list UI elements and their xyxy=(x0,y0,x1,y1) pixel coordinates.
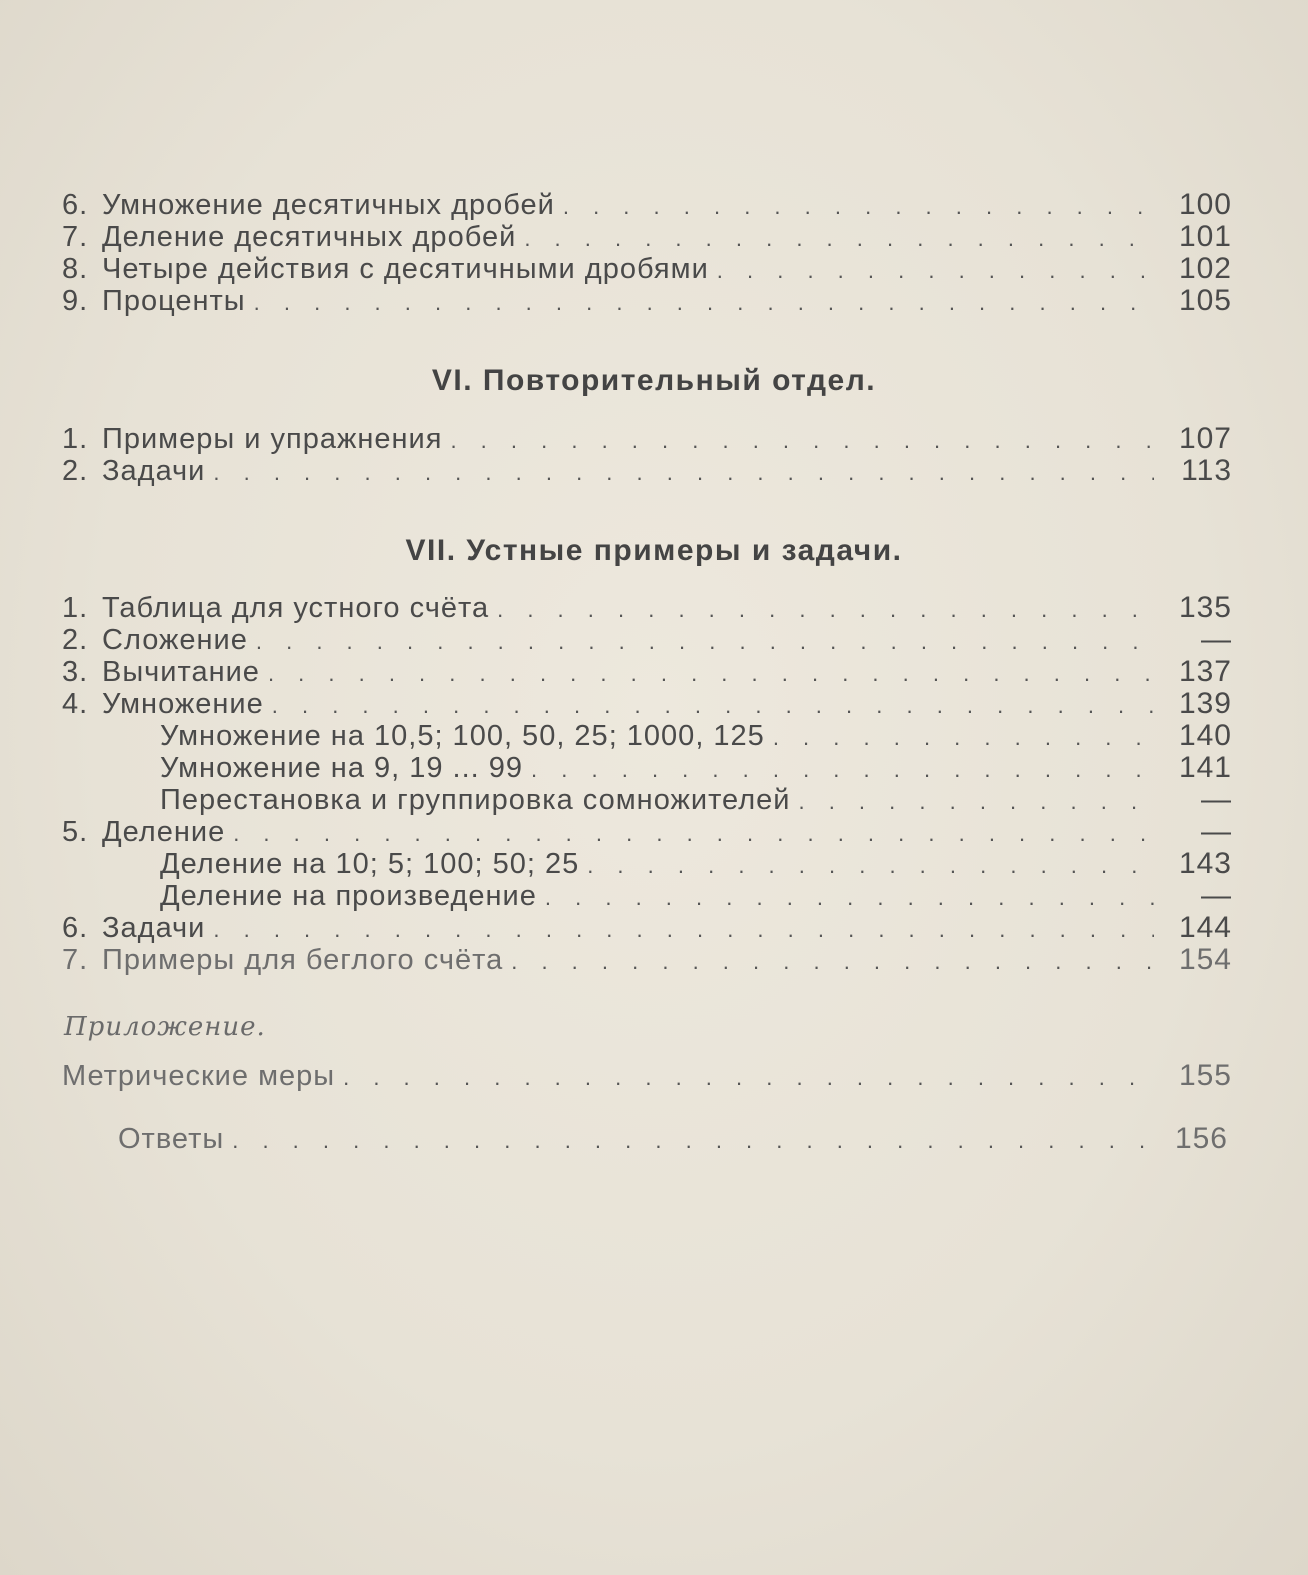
entry-page: 113 xyxy=(1181,454,1232,487)
toc-entry xyxy=(62,687,1232,719)
toc-subentry xyxy=(62,751,1232,783)
entry-page: — xyxy=(1201,815,1232,848)
toc-appendix xyxy=(62,1059,1232,1091)
toc-subentry xyxy=(62,783,1232,815)
entry-page: — xyxy=(1201,783,1232,816)
entry-title: Примеры и упражнения xyxy=(102,423,443,455)
entry-page: 144 xyxy=(1178,911,1232,944)
entry-title: Умножение на 10,5; 100, 50, 25; 1000, 125 xyxy=(160,720,765,752)
entry-title: Деление xyxy=(102,816,226,848)
entry-title: Задачи xyxy=(102,455,206,487)
dot-leader xyxy=(524,226,1154,252)
toc-entry xyxy=(62,454,1232,486)
entry-title: Проценты xyxy=(102,285,246,317)
appendix-title: Приложение. xyxy=(64,1012,266,1042)
dot-leader xyxy=(773,725,1154,751)
toc-part-continued xyxy=(62,188,1232,316)
entry-number: 4. xyxy=(62,688,89,720)
section-7-heading: VII. Устные примеры и задачи. xyxy=(405,534,903,567)
dot-leader xyxy=(213,917,1154,943)
entry-page: 102 xyxy=(1178,252,1232,285)
dot-leader xyxy=(268,661,1154,687)
dot-leader xyxy=(232,1128,1150,1154)
dot-leader xyxy=(213,460,1154,486)
dot-leader xyxy=(256,629,1154,655)
toc-entry-answers xyxy=(118,1122,1228,1154)
toc-subentry xyxy=(62,879,1232,911)
entry-page: 107 xyxy=(1178,422,1232,455)
entry-number: 1. xyxy=(62,592,89,624)
toc-subentry xyxy=(62,847,1232,879)
entry-number: 7. xyxy=(62,221,89,253)
dot-leader xyxy=(343,1065,1154,1091)
toc-entry xyxy=(62,911,1232,943)
entry-title: Четыре действия с десятичными дробями xyxy=(102,253,709,285)
entry-page: — xyxy=(1201,623,1232,656)
dot-leader xyxy=(497,597,1154,623)
dot-leader xyxy=(233,821,1154,847)
entry-page: 156 xyxy=(1174,1122,1228,1155)
entry-title: Перестановка и группировка сомножителей xyxy=(160,784,791,816)
entry-title: Ответы xyxy=(118,1123,225,1155)
entry-title: Деление десятичных дробей xyxy=(102,221,517,253)
entry-page: 141 xyxy=(1178,751,1232,784)
entry-page: 154 xyxy=(1178,943,1232,976)
entry-number: 7. xyxy=(62,944,89,976)
dot-leader xyxy=(254,290,1154,316)
entry-page: 135 xyxy=(1178,591,1232,624)
entry-page: 139 xyxy=(1178,687,1232,720)
dot-leader xyxy=(531,757,1154,783)
entry-number: 5. xyxy=(62,816,89,848)
entry-title: Метрические меры xyxy=(62,1060,336,1092)
dot-leader xyxy=(798,789,1154,815)
entry-number: 1. xyxy=(62,423,89,455)
entry-number: 9. xyxy=(62,285,89,317)
entry-page: 140 xyxy=(1178,719,1232,752)
entry-title: Задачи xyxy=(102,912,206,944)
section-6-heading: VI. Повторительный отдел. xyxy=(431,364,877,397)
dot-leader xyxy=(587,853,1154,879)
toc-entry xyxy=(62,252,1232,284)
toc-entry xyxy=(62,188,1232,220)
toc-entry xyxy=(62,655,1232,687)
entry-title: Умножение десятичных дробей xyxy=(102,189,555,221)
dot-leader xyxy=(563,194,1154,220)
toc-subentry xyxy=(62,719,1232,751)
entry-title: Умножение на 9, 19 ... 99 xyxy=(160,752,524,784)
entry-page: 143 xyxy=(1178,847,1232,880)
toc-entry-metric xyxy=(62,1059,1232,1091)
entry-title: Примеры для беглого счёта xyxy=(102,944,504,976)
dot-leader xyxy=(511,949,1154,975)
entry-page: 100 xyxy=(1178,188,1232,221)
entry-number: 2. xyxy=(62,624,89,656)
entry-page: 105 xyxy=(1178,284,1232,317)
toc-entry xyxy=(62,943,1232,975)
entry-number: 3. xyxy=(62,656,89,688)
dot-leader xyxy=(450,428,1154,454)
dot-leader xyxy=(272,693,1154,719)
entry-title: Таблица для устного счёта xyxy=(102,592,490,624)
toc-entry xyxy=(62,591,1232,623)
entry-title: Вычитание xyxy=(102,656,260,688)
toc-answers xyxy=(118,1122,1228,1154)
entry-page: — xyxy=(1201,879,1232,912)
entry-title: Умножение xyxy=(102,688,264,720)
entry-title: Сложение xyxy=(102,624,248,656)
entry-title: Деление на 10; 5; 100; 50; 25 xyxy=(160,848,580,880)
dot-leader xyxy=(545,885,1154,911)
entry-page: 155 xyxy=(1178,1059,1232,1092)
toc-section-6 xyxy=(62,422,1232,486)
entry-page: 137 xyxy=(1178,655,1232,688)
toc-section-7 xyxy=(62,591,1232,975)
entry-number: 8. xyxy=(62,253,89,285)
toc-entry xyxy=(62,623,1232,655)
entry-number: 6. xyxy=(62,189,89,221)
toc-entry xyxy=(62,815,1232,847)
entry-page: 101 xyxy=(1178,220,1232,253)
toc-entry xyxy=(62,284,1232,316)
entry-title: Деление на произведение xyxy=(160,880,537,912)
dot-leader xyxy=(717,258,1154,284)
entry-number: 2. xyxy=(62,455,89,487)
toc-entry xyxy=(62,422,1232,454)
entry-number: 6. xyxy=(62,912,89,944)
toc-entry xyxy=(62,220,1232,252)
